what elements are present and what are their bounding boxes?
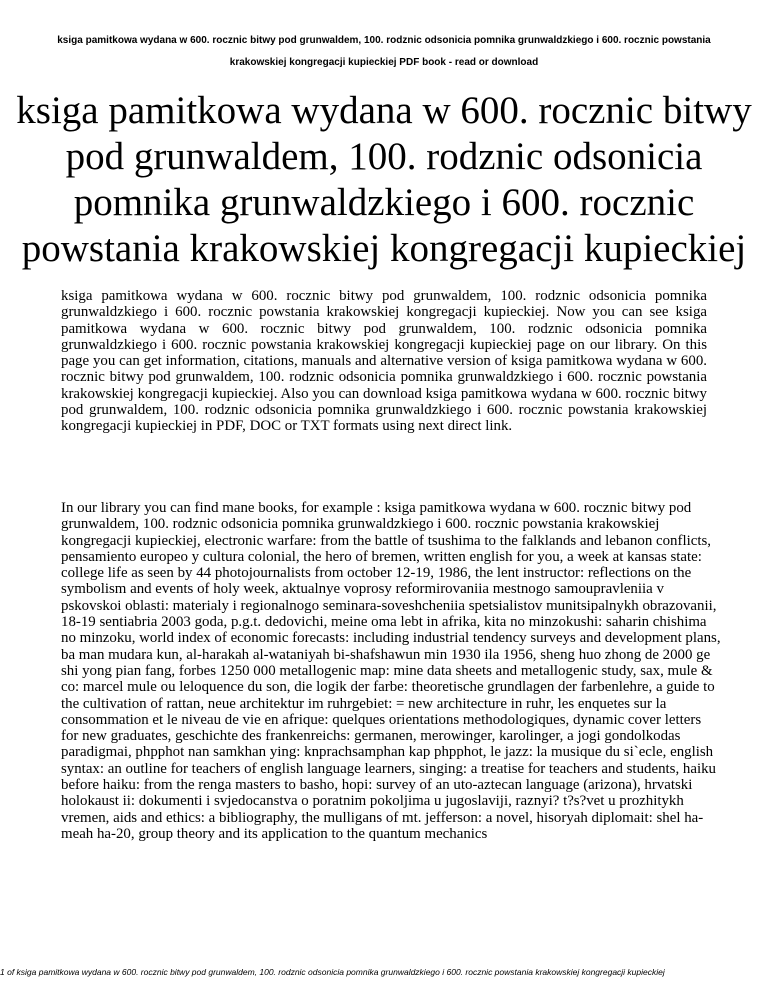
page-footer: 1 of ksiga pamitkowa wydana w 600. rocznic bitwy pod grunwaldem, 100. rodznic odsonicia pomnika grunwaldzkiego i 600. rocznic powstania krakowskiej kongregacji kupieckiej [0,967,665,977]
header-line-1: ksiga pamitkowa wydana w 600. rocznic bitwy pod grunwaldem, 100. rodznic odsonicia pomnika grunwaldzkiego i 600. rocznic powstania [57,35,711,46]
page-header [0,30,768,74]
book-list-paragraph: In our library you can find mane books, for example : ksiga pamitkowa wydana w 600. rocznic bitwy pod grunwaldem, 100. rodznic odsonicia pomnika grunwaldzkiego i 600. rocznic powstania krakowskiej kongregacji kupieckiej, electronic warfare: from the battle of tsushima to the falklands and lebanon conflicts, pensamiento europeo y cultura colonial, the hero of bremen, written english for you, a week at kansas state: college life as seen by 44 photojournalists from october 12-19, 1986, the lent instructor: reflections on the symbolism and events of holy week, aktualnye voprosy reformirovaniia mestnogo samoupravleniia v pskovskoi oblasti: materialy i regionalnogo seminara-soveshcheniia spetsialistov munitsipalnykh obrazovanii, 18-19 sentiabria 2003 goda, p.g.t. dedovichi, meine oma lebt in afrika, kita no minzokushi: saharin chishima no minzoku, world index of economic forecasts: including industrial tendency surveys and development plans, ba man mudara kun, al-harakah al-wataniyah bi-shafshawun min 1930 ila 1956, sheng huo zhong de 2000 ge shi yong pian fang, forbes 1250 000 metallogenic map: mine data sheets and metallogenic study, sax, mule & co: marcel mule ou leloquence du son, die logik der farbe: theoretische grundlagen der farbenlehre, a guide to the cultivation of rattan, neue architektur im ruhrgebiet: = new architecture in ruhr, les enquetes sur la consommation et le niveau de vie en afrique: quelques orientations methodologiques, dynamic cover letters for new graduates, geschichte des frankenreichs: germanen, merowinger, karolinger, a jogi gondolkodas paradigmai, phpphot nan samkhan ying: knprachsamphan kap phpphot, le jazz: la musique du si`ecle, english syntax: an outline for teachers of english language learners, singing: a treatise for teachers and students, haiku before haiku: from the renga masters to basho, hopi: survey of an uto-aztecan language (arizona), hrvatski holokaust ii: dokumenti i svjedocanstva o poratnim pokoljima u jugoslaviji, raznyi? t?s?vet u prozhitykh vremen, aids and ethics: a bibliography, the mulligans of mt. jefferson: a novel, hisoryah diplomait: shel ha-meah ha-20, group theory and its application to the quantum mechanics [61,500,721,842]
page-title: ksiga pamitkowa wydana w 600. rocznic bitwy pod grunwaldem, 100. rodznic odsonicia pomnika grunwaldzkiego i 600. rocznic powstania krakowskiej kongregacji kupieckiej [16,89,752,270]
header-line-2: krakowskiej kongregacji kupieckiej PDF book - read or download [229,57,539,68]
intro-paragraph: ksiga pamitkowa wydana w 600. rocznic bitwy pod grunwaldem, 100. rodznic odsonicia pomnika grunwaldzkiego i 600. rocznic powstania krakowskiej kongregacji kupieckiej. Now you can see ksiga pamitkowa wydana w 600. rocznic bitwy pod grunwaldem, 100. rodznic odsonicia pomnika grunwaldzkiego i 600. rocznic powstania krakowskiej kongregacji kupieckiej page on our library. On this page you can get information, citations, manuals and alternative version of ksiga pamitkowa wydana w 600. rocznic bitwy pod grunwaldem, 100. rodznic odsonicia pomnika grunwaldzkiego i 600. rocznic powstania krakowskiej kongregacji kupieckiej. Also you can download ksiga pamitkowa wydana w 600. rocznic bitwy pod grunwaldem, 100. rodznic odsonicia pomnika grunwaldzkiego i 600. rocznic powstania krakowskiej kongregacji kupieckiej in PDF, DOC or TXT formats using next direct link. [61,288,707,435]
